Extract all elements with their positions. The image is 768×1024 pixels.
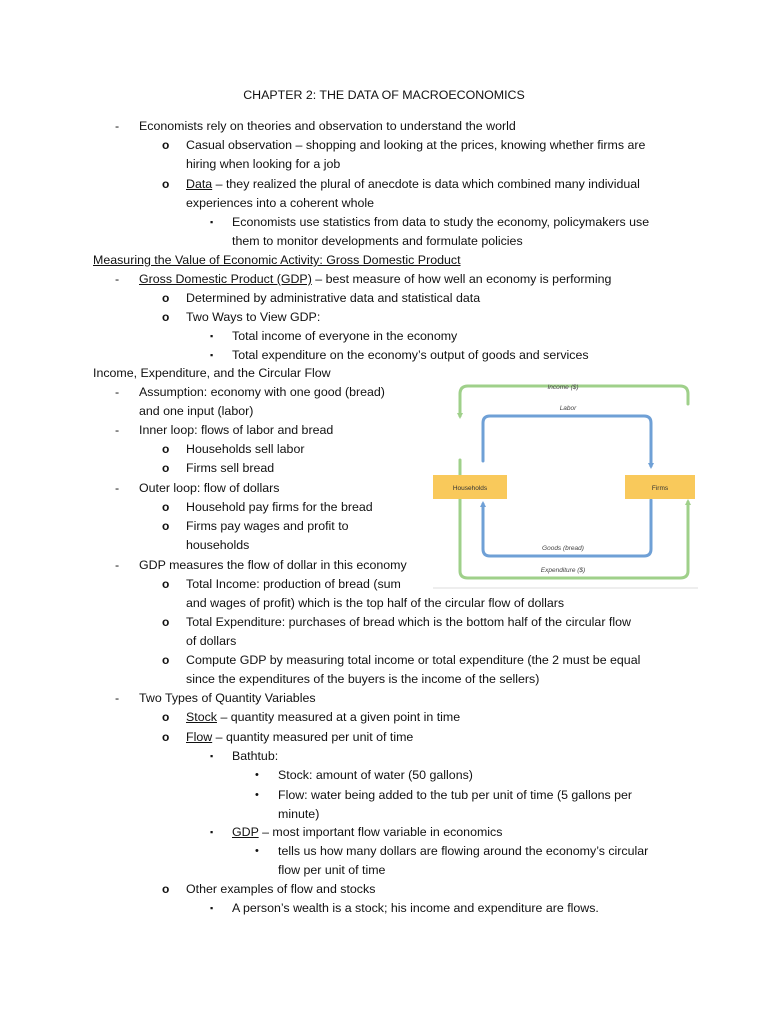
dash-bullet: -	[115, 558, 120, 572]
text-line: Casual observation – shopping and looking at the prices, knowing whether firms are	[186, 138, 646, 152]
dash-bullet: -	[115, 119, 120, 133]
text-line: minute)	[278, 807, 320, 821]
dash-bullet: -	[115, 691, 120, 705]
circle-bullet: o	[162, 519, 170, 533]
text-line: A person’s wealth is a stock; his income and expenditure are flows.	[232, 901, 599, 915]
text-line: Total Income: production of bread (sum	[186, 577, 401, 591]
dot-bullet: •	[255, 769, 259, 781]
dot-bullet: •	[255, 845, 259, 857]
circle-bullet: o	[162, 310, 170, 324]
circle-bullet: o	[162, 577, 170, 591]
circle-bullet: o	[162, 442, 170, 456]
text-line: of dollars	[186, 634, 237, 648]
text-line: flow per unit of time	[278, 863, 386, 877]
text-line: Determined by administrative data and statistical data	[186, 291, 481, 305]
term-definition: – quantity measured at a given point in time	[217, 710, 461, 724]
text-line: Firms pay wages and profit to	[186, 519, 349, 533]
text-line: Stock: amount of water (50 gallons)	[278, 768, 473, 782]
text-line: hiring when looking for a job	[186, 157, 341, 171]
text-line: Flow: water being added to the tub per unit of time (5 gallons per	[278, 788, 633, 802]
circle-bullet: o	[162, 138, 170, 152]
circular-flow-diagram	[433, 376, 698, 591]
text-line: experiences into a coherent whole	[186, 196, 375, 210]
text-line: Compute GDP by measuring total income or total expenditure (the 2 must be equal	[186, 653, 641, 667]
text-line: them to monitor developments and formulate policies	[232, 234, 523, 248]
text-line: and wages of profit) which is the top half of the circular flow of dollars	[186, 596, 565, 610]
text-line: Bathtub:	[232, 749, 279, 763]
circle-bullet: o	[162, 653, 170, 667]
square-bullet: ▪	[210, 751, 214, 761]
dash-bullet: -	[115, 385, 120, 399]
circle-bullet: o	[162, 461, 170, 475]
labor-label: Labor	[559, 405, 577, 412]
text-line: Assumption: economy with one good (bread)	[139, 385, 385, 399]
dash-bullet: -	[115, 423, 120, 437]
households-label: Households	[452, 485, 488, 492]
text-line: Other examples of flow and stocks	[186, 882, 376, 896]
circle-bullet: o	[162, 882, 170, 896]
text-line: Firms sell bread	[186, 461, 275, 475]
square-bullet: ▪	[210, 827, 214, 837]
term-stock: Stock	[186, 710, 217, 724]
circle-bullet: o	[162, 710, 170, 724]
text-line: Inner loop: flows of labor and bread	[139, 423, 334, 437]
text-line	[186, 708, 460, 727]
square-bullet: ▪	[210, 903, 214, 913]
circular-flow-svg	[433, 376, 698, 591]
text-line: Total Expenditure: purchases of bread which is the bottom half of the circular flow	[186, 615, 631, 629]
circle-bullet: o	[162, 177, 170, 191]
dot-bullet: •	[255, 789, 259, 801]
square-bullet: ▪	[210, 217, 214, 227]
text-line: Total income of everyone in the economy	[232, 329, 458, 343]
section-heading: Income, Expenditure, and the Circular Flow	[93, 366, 331, 380]
dash-bullet: -	[115, 481, 120, 495]
term-gdp: Gross Domestic Product (GDP)	[139, 272, 312, 286]
text-line: and one input (labor)	[139, 404, 254, 418]
circle-bullet: o	[162, 291, 170, 305]
term-data: Data	[186, 177, 213, 191]
square-bullet: ▪	[210, 350, 214, 360]
text-line: Households sell labor	[186, 442, 305, 456]
income-label: Income ($)	[547, 384, 579, 391]
term-gdp: GDP	[232, 825, 259, 839]
dash-bullet: -	[115, 272, 120, 286]
term-definition: – best measure of how well an economy is performing	[311, 272, 612, 286]
text-line	[232, 823, 502, 842]
term-definition: – they realized the plural of anecdote is data which combined many individual	[212, 177, 640, 191]
text-line: Household pay firms for the bread	[186, 500, 373, 514]
text-line: GDP measures the flow of dollar in this economy	[139, 558, 407, 572]
square-bullet: ▪	[210, 331, 214, 341]
text-line: Total expenditure on the economy’s output of goods and services	[232, 348, 589, 362]
term-definition: – quantity measured per unit of time	[212, 730, 414, 744]
firms-label: Firms	[651, 485, 669, 492]
labor-flow-arrow	[483, 416, 651, 466]
text-line: households	[186, 538, 250, 552]
text-line	[139, 270, 611, 289]
text-line: tells us how many dollars are flowing around the economy’s circular	[278, 844, 649, 858]
section-heading: Measuring the Value of Economic Activity: Gross Domestic Product	[93, 253, 461, 267]
circle-bullet: o	[162, 500, 170, 514]
text-line	[186, 175, 640, 194]
text-line: Economists use statistics from data to study the economy, policymakers use	[232, 215, 650, 229]
text-line: since the expenditures of the buyers is the income of the sellers)	[186, 672, 540, 686]
circle-bullet: o	[162, 730, 170, 744]
expenditure-label: Expenditure ($)	[540, 567, 586, 574]
text-line: Economists rely on theories and observation to understand the world	[139, 119, 516, 133]
text-line: Outer loop: flow of dollars	[139, 481, 280, 495]
circle-bullet: o	[162, 615, 170, 629]
page-title: CHAPTER 2: THE DATA OF MACROECONOMICS	[243, 88, 525, 102]
term-flow: Flow	[186, 730, 213, 744]
text-line: Two Ways to View GDP:	[186, 310, 321, 324]
text-line: Two Types of Quantity Variables	[139, 691, 316, 705]
goods-label: Goods (bread)	[542, 545, 584, 552]
text-line	[186, 728, 413, 747]
term-definition: – most important flow variable in economics	[258, 825, 503, 839]
